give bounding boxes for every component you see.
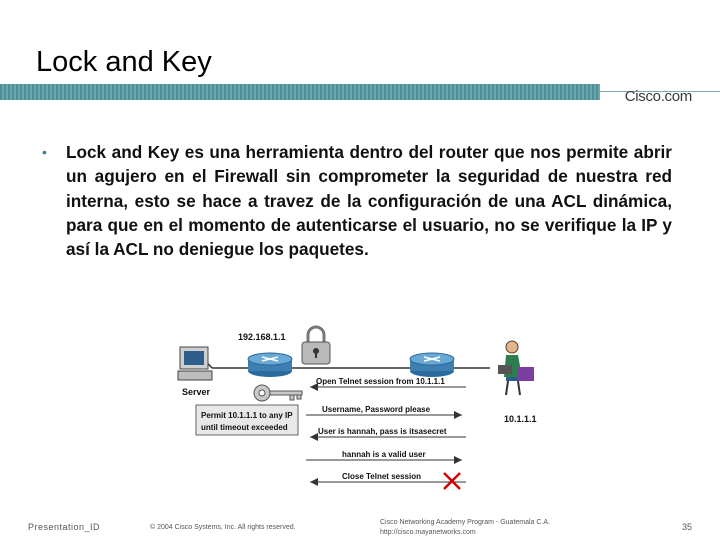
message-4: [310, 472, 466, 486]
page-number: 35: [682, 522, 693, 532]
padlock-icon: [302, 327, 330, 364]
message-2-text: User is hannah, pass is itsasecret: [318, 427, 447, 436]
acl-note-line1: Permit 10.1.1.1 to any IP: [201, 411, 293, 420]
key-icon: [254, 385, 302, 401]
message-3: [306, 450, 462, 464]
footer-presentation-id: Presentation_ID: [28, 522, 101, 532]
cisco-logo: Cisco.com: [624, 88, 692, 105]
footer-academy: [380, 518, 550, 538]
title-bar-stripe: [0, 84, 600, 100]
footer-academy-line2: http://cisco.mayanetworks.com: [380, 529, 476, 536]
acl-note-line2: until timeout exceeded: [201, 423, 288, 432]
footer-copyright: © 2004 Cisco Systems, Inc. All rights reserved.: [150, 524, 296, 531]
lock-and-key-diagram: [170, 325, 550, 495]
server-label: Server: [182, 387, 211, 397]
bullet-text: Lock and Key es una herramienta dentro del router que nos permite abrir un agujero en el Firewall sin comprometer la seguridad de nuestra red interna, esto se hace a travez de la configuración de una ACL dinámica, para que en el momento de autenticarse el usuario, no se verifique la IP y así la ACL no deniegue los paquetes.: [66, 142, 672, 260]
client-ip-label: 10.1.1.1: [504, 414, 537, 424]
message-3-text: hannah is a valid user: [342, 450, 426, 459]
message-0: [310, 377, 466, 391]
message-4-text: Close Telnet session: [342, 472, 421, 481]
acl-note: [196, 405, 298, 435]
red-x-icon: [444, 473, 460, 489]
message-2: [310, 427, 466, 441]
bullet-icon: •: [42, 144, 47, 160]
server-icon: [178, 347, 212, 380]
message-1: [306, 405, 462, 419]
user-laptop-icon: [498, 341, 534, 395]
title-bar: [0, 84, 720, 100]
footer-academy-line1: Cisco Networking Academy Program - Guatemala C.A.: [380, 519, 551, 526]
slide-title: Lock and Key: [36, 46, 212, 78]
router-ip-label: 192.168.1.1: [238, 332, 286, 342]
router-icon: [248, 353, 292, 377]
message-1-text: Username, Password please: [322, 405, 431, 414]
message-0-text: Open Telnet session from 10.1.1.1: [316, 377, 445, 386]
router-2-icon: [410, 353, 454, 377]
